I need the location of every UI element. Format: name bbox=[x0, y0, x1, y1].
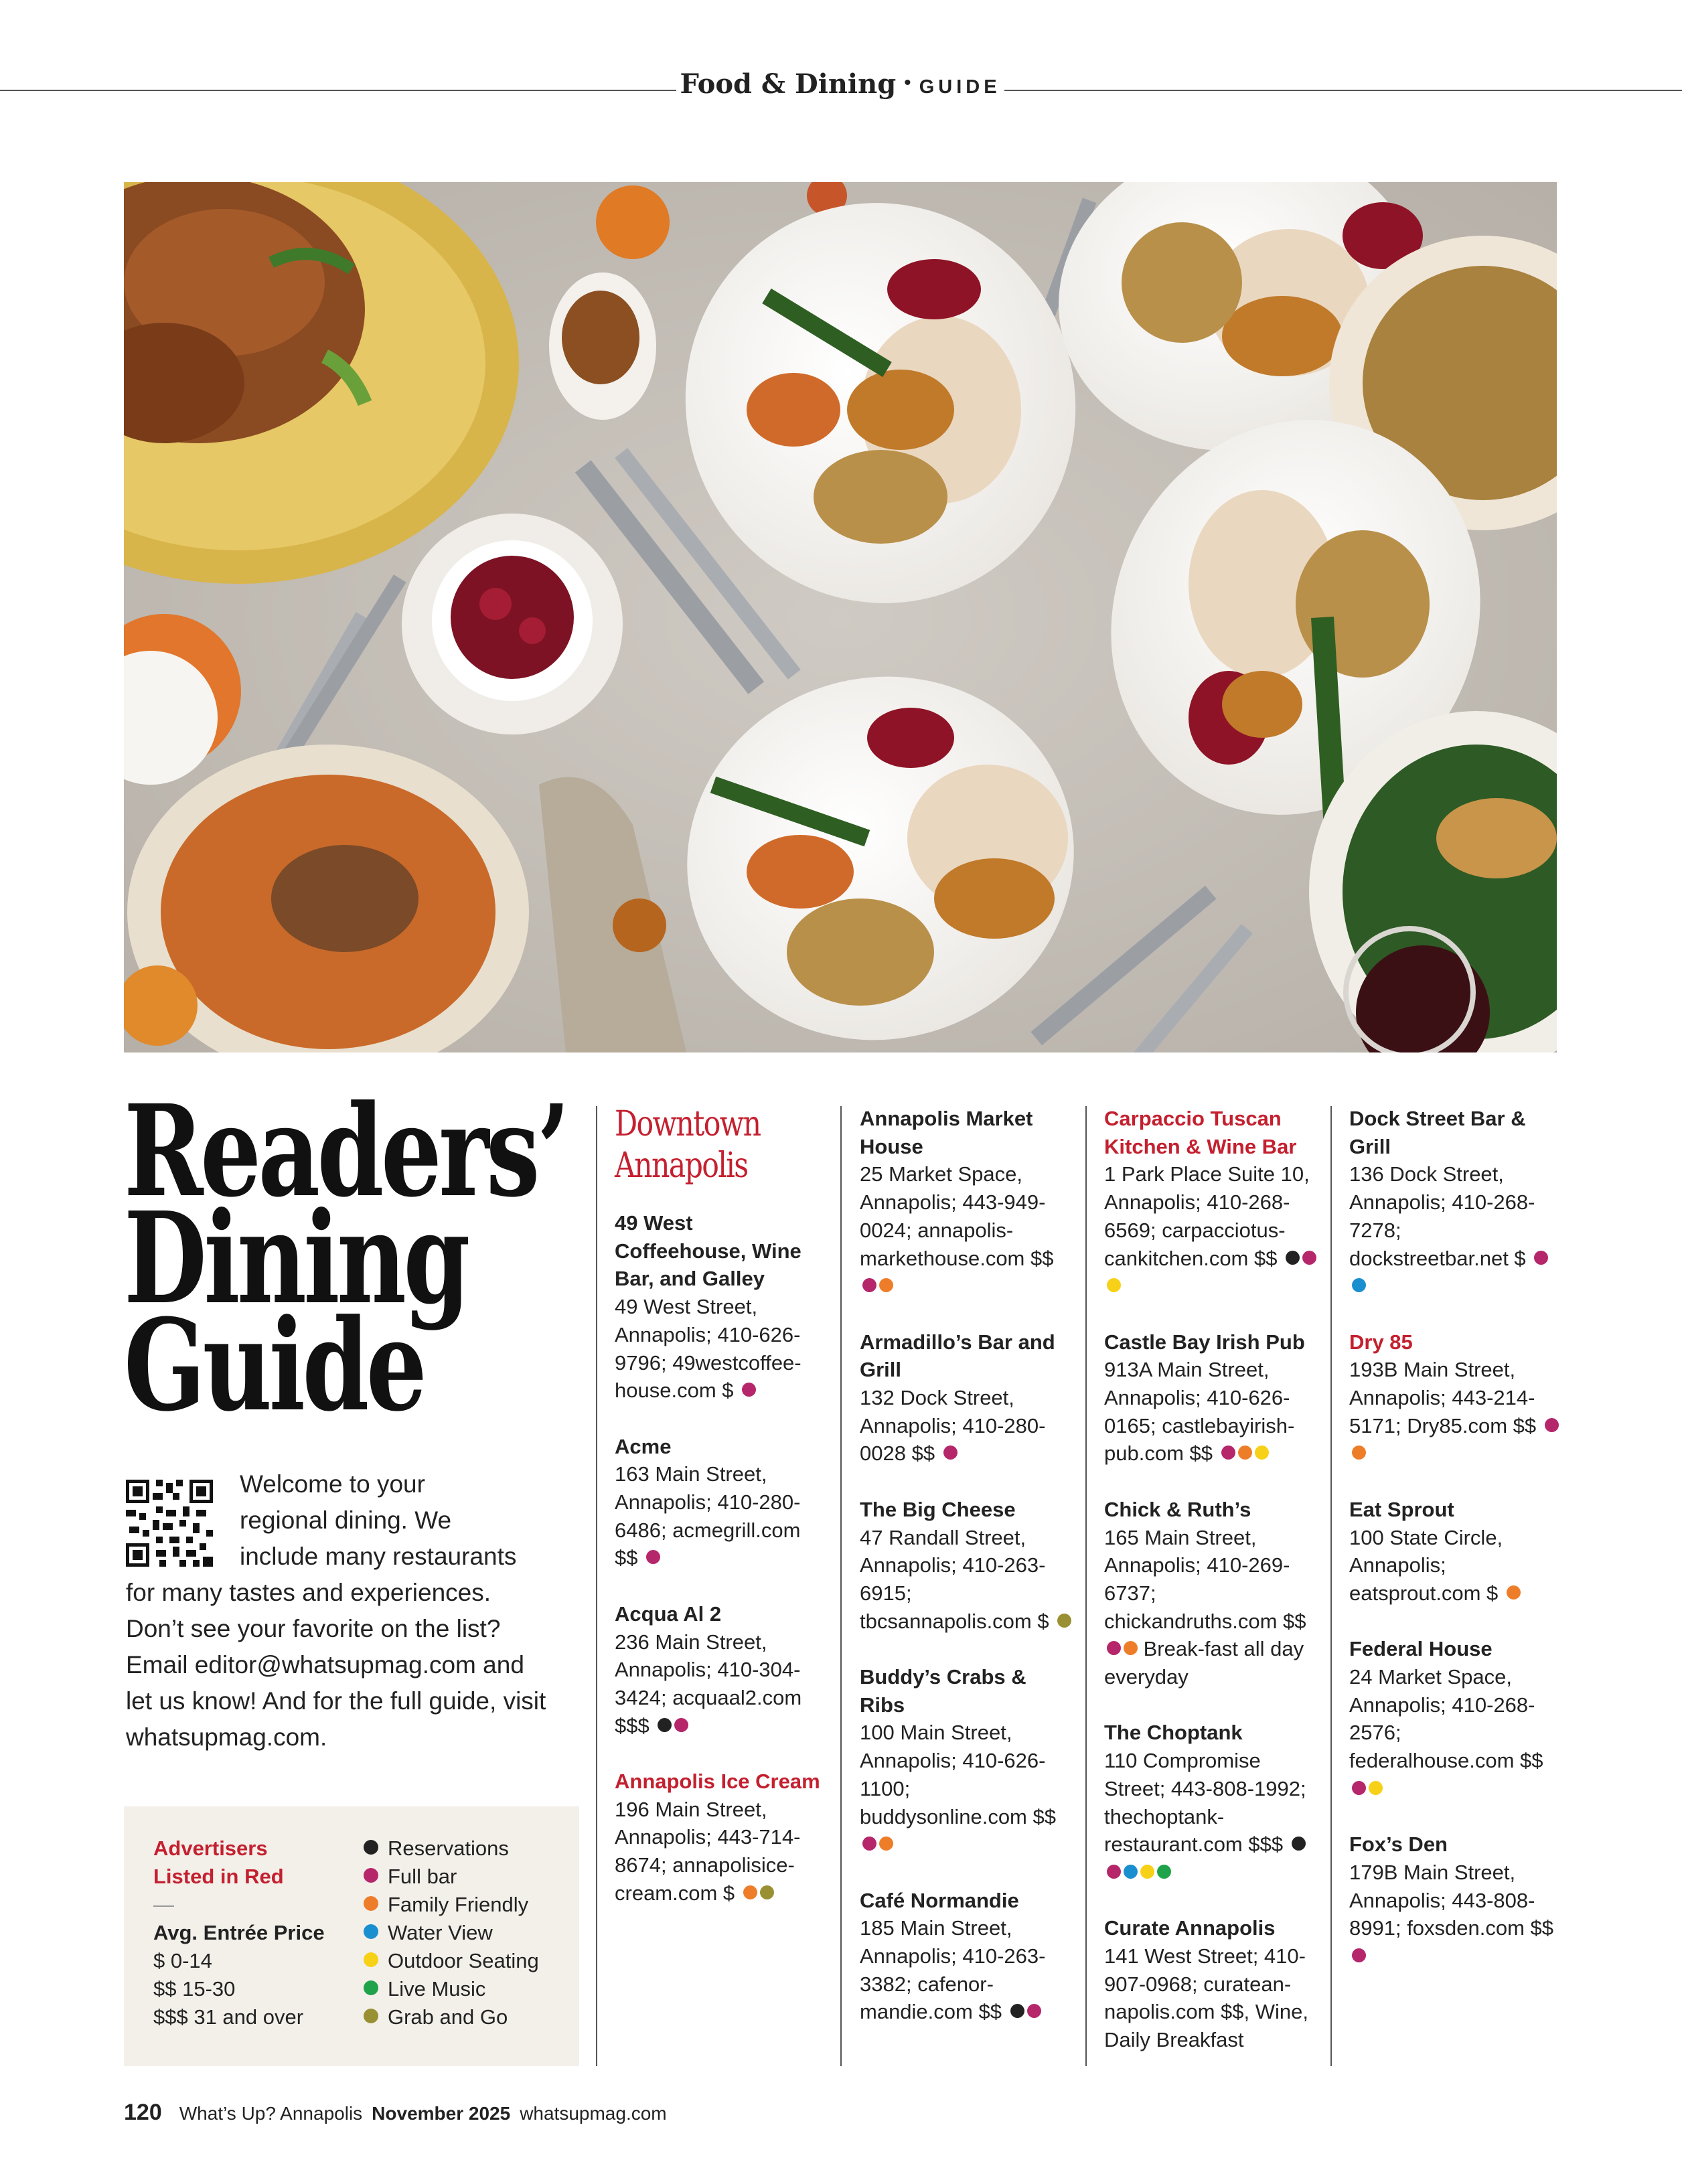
restaurant-details bbox=[1349, 1356, 1563, 1468]
thanksgiving-table-photo bbox=[124, 182, 1557, 1052]
intro-paragraph bbox=[126, 1466, 554, 1756]
restaurant-listing bbox=[860, 1887, 1074, 2027]
amenity-dot-icon bbox=[1238, 1446, 1252, 1460]
restaurant-listing bbox=[860, 1105, 1074, 1300]
restaurant-listing bbox=[860, 1328, 1074, 1468]
restaurant-details bbox=[1104, 1747, 1318, 1887]
restaurant-name: Acqua Al 2 bbox=[615, 1602, 722, 1626]
amenity-dot-icon bbox=[742, 1383, 756, 1397]
page-number: 120 bbox=[124, 2100, 162, 2125]
restaurant-name: Dry 85 bbox=[1349, 1330, 1413, 1354]
legend-key bbox=[364, 1975, 571, 2003]
restaurant-listing bbox=[1349, 1635, 1563, 1802]
amenity-dot-icon bbox=[1352, 1781, 1366, 1795]
restaurant-listing bbox=[1104, 1496, 1318, 1691]
restaurant-name: Carpaccio Tuscan Kitchen & Wine Bar bbox=[1104, 1107, 1297, 1158]
restaurant-details bbox=[615, 1628, 829, 1740]
restaurant-details bbox=[1104, 1524, 1318, 1691]
restaurant-name: Annapolis Ice Cream bbox=[615, 1770, 820, 1794]
legend-key-label: Grab and Go bbox=[388, 2005, 508, 2029]
amenity-dot-icon bbox=[879, 1278, 893, 1292]
restaurant-details bbox=[860, 1524, 1074, 1636]
section-label: GUIDE bbox=[919, 76, 1001, 98]
intro-line-1: Welcome to your bbox=[240, 1470, 425, 1498]
header-rule-right bbox=[1004, 90, 1682, 91]
restaurant-info: 179B Main Street, Annapolis; 443-808-8991; foxsden.com $$ bbox=[1349, 1860, 1554, 1940]
restaurant-listing bbox=[1349, 1328, 1563, 1468]
restaurant-info: 163 Main Street, Annapolis; 410-280-6486; acmegrill.com $$ bbox=[615, 1462, 801, 1570]
price-tier-2: $$ 15-30 bbox=[153, 1977, 236, 2001]
restaurant-info: 913A Main Street, Annapolis; 410-626-0165; castlebayirish-pub.com $$ bbox=[1104, 1358, 1295, 1466]
legend-key bbox=[364, 1891, 571, 1919]
price-tier-1: $ 0-14 bbox=[153, 1949, 212, 1972]
title-line-3: Guide bbox=[124, 1292, 425, 1439]
restaurant-listing bbox=[1104, 1328, 1318, 1468]
page-footer bbox=[124, 2100, 667, 2126]
amenity-dot-icon bbox=[1107, 1865, 1121, 1879]
restaurant-name: Chick & Ruth’s bbox=[1104, 1497, 1251, 1521]
section-heading-text: Downtown Annapolis bbox=[615, 1104, 761, 1186]
column-rule-3 bbox=[1085, 1106, 1087, 2066]
restaurant-name: The Big Cheese bbox=[860, 1497, 1016, 1521]
restaurant-info: 47 Randall Street, Annapolis; 410-263-6915; tbcsannapolis.com $ bbox=[860, 1525, 1049, 1633]
restaurant-name: Fox’s Den bbox=[1349, 1832, 1448, 1857]
restaurant-details bbox=[1349, 1524, 1563, 1608]
legend-key-label: Reservations bbox=[388, 1837, 509, 1860]
restaurant-note: Break-fast all day everyday bbox=[1104, 1637, 1304, 1689]
intro-line-2: regional dining. We bbox=[240, 1506, 452, 1534]
restaurant-info: 110 Compromise Street; 443-808-1992; thechoptank-restaurant.com $$$ bbox=[1104, 1749, 1306, 1857]
restaurant-info: 193B Main Street, Annapolis; 443-214-5171; Dry85.com $$ bbox=[1349, 1358, 1537, 1437]
amenity-dot-icon bbox=[1221, 1446, 1235, 1460]
restaurant-details bbox=[615, 1460, 829, 1572]
amenity-dot-icon bbox=[862, 1837, 876, 1851]
restaurant-listing bbox=[1104, 1105, 1318, 1300]
restaurant-name: Eat Sprout bbox=[1349, 1497, 1454, 1521]
publication-name: What’s Up? Annapolis bbox=[179, 2103, 363, 2124]
amenity-dot-icon bbox=[1140, 1865, 1154, 1879]
restaurant-info: 100 State Circle, Annapolis; eatsprout.com $ bbox=[1349, 1525, 1503, 1605]
amenity-dot-icon bbox=[1292, 1837, 1306, 1851]
amenity-dot-icon bbox=[1352, 1278, 1366, 1292]
restaurant-details bbox=[1349, 1663, 1563, 1803]
restaurant-details bbox=[860, 1914, 1074, 2026]
column-rule-1 bbox=[596, 1106, 597, 2066]
listing-column-1 bbox=[615, 1103, 829, 1935]
amenity-dot-icon bbox=[1352, 1446, 1366, 1460]
restaurant-name: Dock Street Bar & Grill bbox=[1349, 1107, 1526, 1158]
amenity-dot-icon bbox=[1255, 1446, 1269, 1460]
restaurant-details bbox=[1104, 1160, 1318, 1300]
issue-date: November 2025 bbox=[372, 2103, 511, 2124]
amenity-dot-icon bbox=[1286, 1251, 1300, 1265]
legend-dot-icon bbox=[364, 1980, 378, 1995]
restaurant-info: 1 Park Place Suite 10, Annapolis; 410-268-6569; carpacciotus-cankitchen.com $$ bbox=[1104, 1162, 1310, 1270]
listing-column-4 bbox=[1349, 1105, 1563, 1998]
restaurant-listing bbox=[1349, 1496, 1563, 1608]
restaurant-info: 185 Main Street, Annapolis; 410-263-3382; cafenor-mandie.com $$ bbox=[860, 1916, 1046, 2024]
section-name: Food & Dining bbox=[680, 68, 897, 100]
intro-body: for many tastes and experiences. Don’t see your favorite on the list? Email editor@whatsupmag.com and let us know! And for the full guide, visit whatsupmag.com. bbox=[126, 1579, 546, 1751]
restaurant-name: Acme bbox=[615, 1434, 672, 1458]
legend-dot-icon bbox=[364, 1896, 378, 1911]
legend-key bbox=[364, 1835, 571, 1863]
restaurant-details bbox=[615, 1796, 829, 1907]
legend-dot-icon bbox=[364, 1840, 378, 1855]
amenity-dot-icon bbox=[1124, 1865, 1138, 1879]
amenity-dot-icon bbox=[760, 1885, 774, 1899]
restaurant-name: Armadillo’s Bar and Grill bbox=[860, 1330, 1055, 1382]
amenity-dot-icon bbox=[658, 1718, 672, 1732]
restaurant-listing bbox=[1104, 1719, 1318, 1886]
amenity-dot-icon bbox=[1010, 2004, 1024, 2018]
restaurant-info: 165 Main Street, Annapolis; 410-269-6737; chickandruths.com $$ bbox=[1104, 1525, 1306, 1633]
amenity-dot-icon bbox=[1302, 1251, 1316, 1265]
restaurant-name: The Choptank bbox=[1104, 1721, 1243, 1745]
legend-dot-icon bbox=[364, 1868, 378, 1883]
legend-divider: — bbox=[153, 1893, 174, 1916]
amenity-dot-icon bbox=[743, 1885, 757, 1899]
amenity-dot-icon bbox=[1507, 1585, 1521, 1600]
restaurant-info: 236 Main Street, Annapolis; 410-304-3424; acquaal2.com $$$ bbox=[615, 1630, 802, 1737]
title-line-2: Dining bbox=[124, 1184, 467, 1332]
legend-key-label: Outdoor Seating bbox=[388, 1949, 539, 1972]
restaurant-details bbox=[860, 1160, 1074, 1300]
legend-key bbox=[364, 2003, 571, 2031]
amenity-dot-icon bbox=[1534, 1251, 1548, 1265]
legend-key bbox=[364, 1919, 571, 1947]
restaurant-details bbox=[1349, 1160, 1563, 1300]
amenity-dot-icon bbox=[1027, 2004, 1041, 2018]
restaurant-name: 49 West Coffeehouse, Wine Bar, and Galley bbox=[615, 1211, 801, 1291]
legend-key-label: Family Friendly bbox=[388, 1893, 529, 1916]
amenity-dot-icon bbox=[1124, 1641, 1138, 1655]
legend-dot-icon bbox=[364, 1924, 378, 1939]
amenity-dot-icon bbox=[1057, 1614, 1071, 1628]
restaurant-listing bbox=[1349, 1830, 1563, 1970]
legend-key-label: Full bar bbox=[388, 1865, 457, 1888]
restaurant-listing bbox=[615, 1600, 829, 1740]
restaurant-listing bbox=[860, 1496, 1074, 1636]
price-tier-3: $$$ 31 and over bbox=[153, 2005, 304, 2029]
restaurant-listing bbox=[615, 1433, 829, 1573]
listing-column-3 bbox=[1104, 1105, 1318, 2082]
amenity-dot-icon bbox=[646, 1550, 660, 1564]
restaurant-info: 24 Market Space, Annapolis; 410-268-2576; federalhouse.com $$ bbox=[1349, 1665, 1543, 1773]
amenity-dot-icon bbox=[862, 1278, 876, 1292]
page-title bbox=[124, 1077, 568, 1439]
header-rule-left bbox=[0, 90, 676, 91]
restaurant-details bbox=[1349, 1859, 1563, 1970]
restaurant-info: 141 West Street; 410-907-0968; curatean-napolis.com $$, Wine, Daily Breakfast bbox=[1104, 1944, 1308, 2052]
legend-box bbox=[124, 1806, 579, 2066]
legend-key bbox=[364, 1863, 571, 1891]
restaurant-listing bbox=[615, 1209, 829, 1405]
restaurant-details bbox=[860, 1719, 1074, 1859]
amenity-dot-icon bbox=[1369, 1781, 1383, 1795]
amenity-dot-icon bbox=[1157, 1865, 1171, 1879]
restaurant-listing bbox=[615, 1768, 829, 1907]
legend-dot-icon bbox=[364, 1952, 378, 1967]
amenity-dot-icon bbox=[943, 1446, 958, 1460]
legend-dot-icon bbox=[364, 2009, 378, 2023]
restaurant-details bbox=[860, 1384, 1074, 1468]
legend-key bbox=[364, 1947, 571, 1975]
intro-line-3: include many restaurants bbox=[240, 1543, 517, 1570]
section-heading-downtown bbox=[615, 1103, 790, 1186]
restaurant-details bbox=[1104, 1942, 1318, 2054]
amenity-dot-icon bbox=[1107, 1641, 1121, 1655]
restaurant-details bbox=[1104, 1356, 1318, 1468]
column-rule-4 bbox=[1330, 1106, 1332, 2066]
advertisers-note: Advertisers Listed in Red bbox=[153, 1837, 284, 1888]
amenity-dot-icon bbox=[1352, 1948, 1366, 1962]
price-legend-title: Avg. Entrée Price bbox=[153, 1921, 325, 1944]
restaurant-info: 132 Dock Street, Annapolis; 410-280-0028 $$ bbox=[860, 1386, 1046, 1466]
restaurant-name: Federal House bbox=[1349, 1637, 1493, 1661]
restaurant-info: 100 Main Street, Annapolis; 410-626-1100; buddysonline.com $$ bbox=[860, 1721, 1056, 1828]
restaurant-info: 136 Dock Street, Annapolis; 410-268-7278; dockstreetbar.net $ bbox=[1349, 1162, 1535, 1270]
listing-column-2 bbox=[860, 1105, 1074, 2054]
restaurant-name: Castle Bay Irish Pub bbox=[1104, 1330, 1305, 1354]
amenity-dot-icon bbox=[674, 1718, 688, 1732]
restaurant-name: Annapolis Market House bbox=[860, 1107, 1033, 1158]
restaurant-listing bbox=[860, 1663, 1074, 1859]
amenity-dot-icon bbox=[1107, 1278, 1121, 1292]
legend-key-label: Water View bbox=[388, 1921, 493, 1944]
restaurant-listing bbox=[1349, 1105, 1563, 1300]
restaurant-info: 25 Market Space, Annapolis; 443-949-0024; annapolis-markethouse.com $$ bbox=[860, 1162, 1054, 1270]
restaurant-name: Curate Annapolis bbox=[1104, 1916, 1276, 1940]
section-header bbox=[676, 68, 1004, 100]
website-link[interactable]: whatsupmag.com bbox=[520, 2103, 667, 2124]
header-separator: • bbox=[904, 72, 911, 94]
restaurant-name: Café Normandie bbox=[860, 1888, 1019, 1912]
legend-key-label: Live Music bbox=[388, 1977, 486, 2001]
amenity-dot-icon bbox=[879, 1837, 893, 1851]
restaurant-info: 49 West Street, Annapolis; 410-626-9796; 49westcoffee-house.com $ bbox=[615, 1295, 801, 1403]
amenity-legend bbox=[364, 1835, 571, 2031]
title-line-1: Readers’ bbox=[124, 1077, 568, 1225]
restaurant-listing bbox=[1104, 1914, 1318, 2054]
restaurant-info: 196 Main Street, Annapolis; 443-714-8674; annapolisice-cream.com $ bbox=[615, 1797, 801, 1905]
amenity-dot-icon bbox=[1545, 1418, 1559, 1432]
restaurant-name: Buddy’s Crabs & Ribs bbox=[860, 1665, 1026, 1717]
column-rule-2 bbox=[840, 1106, 842, 2066]
restaurant-details bbox=[615, 1293, 829, 1405]
